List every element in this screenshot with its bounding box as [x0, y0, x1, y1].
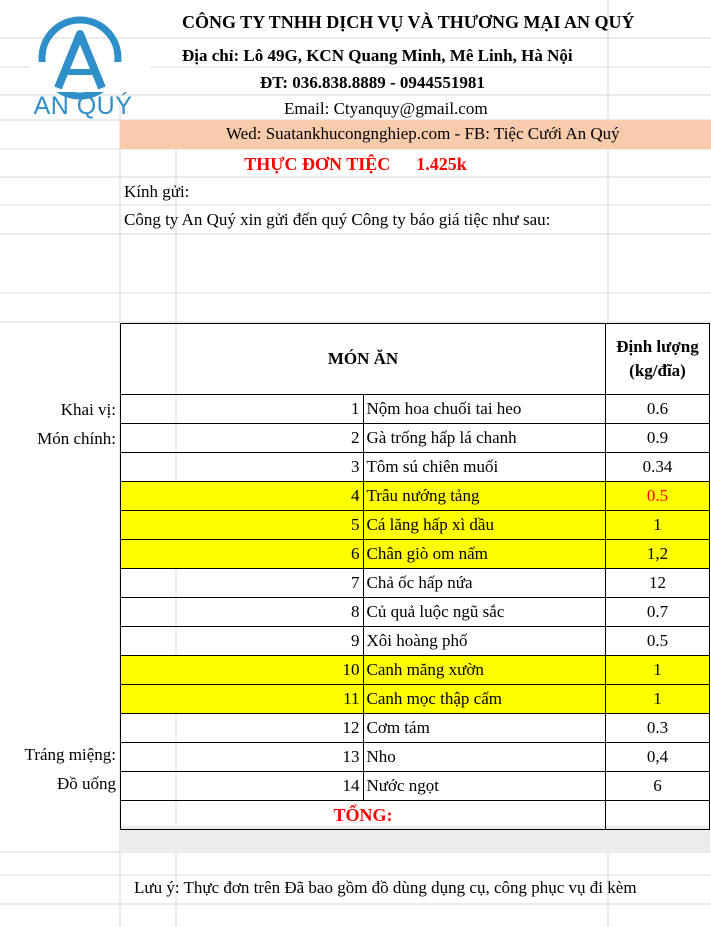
- dish-name: Cá lăng hấp xì dầu: [363, 511, 606, 540]
- row-number: 5: [121, 511, 364, 540]
- row-number: 7: [121, 569, 364, 598]
- footer-note: Lưu ý: Thực đơn trên Đã bao gồm đồ dùng dụng cụ, công phục vụ đi kèm: [134, 878, 637, 897]
- table-row-highlighted: [121, 656, 710, 685]
- menu-price: 1.425k: [416, 154, 467, 174]
- dish-qty: 1: [606, 685, 710, 714]
- row-number: 10: [121, 656, 364, 685]
- row-number: 3: [121, 453, 364, 482]
- menu-title: [0, 154, 711, 175]
- table-row: [121, 569, 710, 598]
- dish-qty: 1,2: [606, 540, 710, 569]
- dish-qty: 0.3: [606, 714, 710, 743]
- table-row: [121, 627, 710, 656]
- row-number: 13: [121, 743, 364, 772]
- dish-qty: 0,4: [606, 743, 710, 772]
- dish-name: Nho: [363, 743, 606, 772]
- table-row: [121, 424, 710, 453]
- dish-name: Chả ốc hấp nứa: [363, 569, 606, 598]
- dish-qty: 0.7: [606, 598, 710, 627]
- dish-name: Nước ngọt: [363, 772, 606, 801]
- menu-table: [120, 323, 710, 830]
- table-row-highlighted: [121, 482, 710, 511]
- col-header-dish: MÓN ĂN: [121, 324, 606, 395]
- company-email: Email: Ctyanquy@gmail.com: [284, 99, 488, 118]
- dish-qty: 0.6: [606, 395, 710, 424]
- row-number: 4: [121, 482, 364, 511]
- table-row: [121, 598, 710, 627]
- dish-qty: 0.5: [606, 482, 710, 511]
- dish-name: Chân giò om nấm: [363, 540, 606, 569]
- row-number: 8: [121, 598, 364, 627]
- col-header-qty: [606, 324, 710, 395]
- dish-name: Canh măng xườn: [363, 656, 606, 685]
- category-appetizer: Khai vị:: [60, 400, 116, 419]
- company-phone: ĐT: 036.838.8889 - 0944551981: [260, 73, 485, 92]
- dish-name: Canh mọc thập cẩm: [363, 685, 606, 714]
- greeting: Kính gửi:: [124, 182, 190, 201]
- dish-name: Nộm hoa chuối tai heo: [363, 395, 606, 424]
- total-value: [606, 801, 710, 830]
- dish-qty: 0.5: [606, 627, 710, 656]
- dish-name: Xôi hoàng phố: [363, 627, 606, 656]
- col-header-qty-line1: Định lượng: [616, 337, 699, 356]
- table-row-highlighted: [121, 685, 710, 714]
- dish-qty: 1: [606, 511, 710, 540]
- dish-qty: 0.9: [606, 424, 710, 453]
- dish-name: Cơm tám: [363, 714, 606, 743]
- row-number: 9: [121, 627, 364, 656]
- table-row: [121, 453, 710, 482]
- category-dessert: Tráng miệng:: [24, 745, 116, 764]
- company-name: CÔNG TY TNHH DỊCH VỤ VÀ THƯƠNG MẠI AN QUÝ: [182, 12, 635, 32]
- col-header-qty-line2: (kg/đĩa): [629, 361, 686, 380]
- dish-qty: 0.34: [606, 453, 710, 482]
- total-label: TỔNG:: [121, 801, 606, 830]
- company-address: Địa chỉ: Lô 49G, KCN Quang Minh, Mê Linh, Hà Nội: [182, 46, 573, 65]
- table-row: [121, 714, 710, 743]
- row-number: 2: [121, 424, 364, 453]
- table-row-highlighted: [121, 511, 710, 540]
- row-number: 1: [121, 395, 364, 424]
- table-row: [121, 743, 710, 772]
- dish-name: Tôm sú chiên muối: [363, 453, 606, 482]
- dish-qty: 12: [606, 569, 710, 598]
- menu-title-text: THỰC ĐƠN TIỆC: [244, 154, 391, 174]
- dish-qty: 1: [606, 656, 710, 685]
- row-number: 14: [121, 772, 364, 801]
- table-row: [121, 395, 710, 424]
- table-header: [121, 324, 710, 395]
- total-row: [121, 801, 710, 830]
- category-main: Món chính:: [37, 429, 116, 448]
- row-number: 6: [121, 540, 364, 569]
- dish-name: Củ quả luộc ngũ sắc: [363, 598, 606, 627]
- row-number: 12: [121, 714, 364, 743]
- logo-text: AN QUÝ: [33, 92, 133, 120]
- dish-name: Trâu nướng tảng: [363, 482, 606, 511]
- dish-name: Gà trống hấp lá chanh: [363, 424, 606, 453]
- category-drink: Đồ uống: [56, 774, 116, 793]
- dish-qty: 6: [606, 772, 710, 801]
- intro-text: Công ty An Quý xin gửi đến quý Công ty báo giá tiệc như sau:: [124, 210, 551, 229]
- company-web: Wed: Suatankhucongnghiep.com - FB: Tiệc Cưới An Quý: [226, 124, 620, 143]
- table-row: [121, 772, 710, 801]
- row-number: 11: [121, 685, 364, 714]
- table-row-highlighted: [121, 540, 710, 569]
